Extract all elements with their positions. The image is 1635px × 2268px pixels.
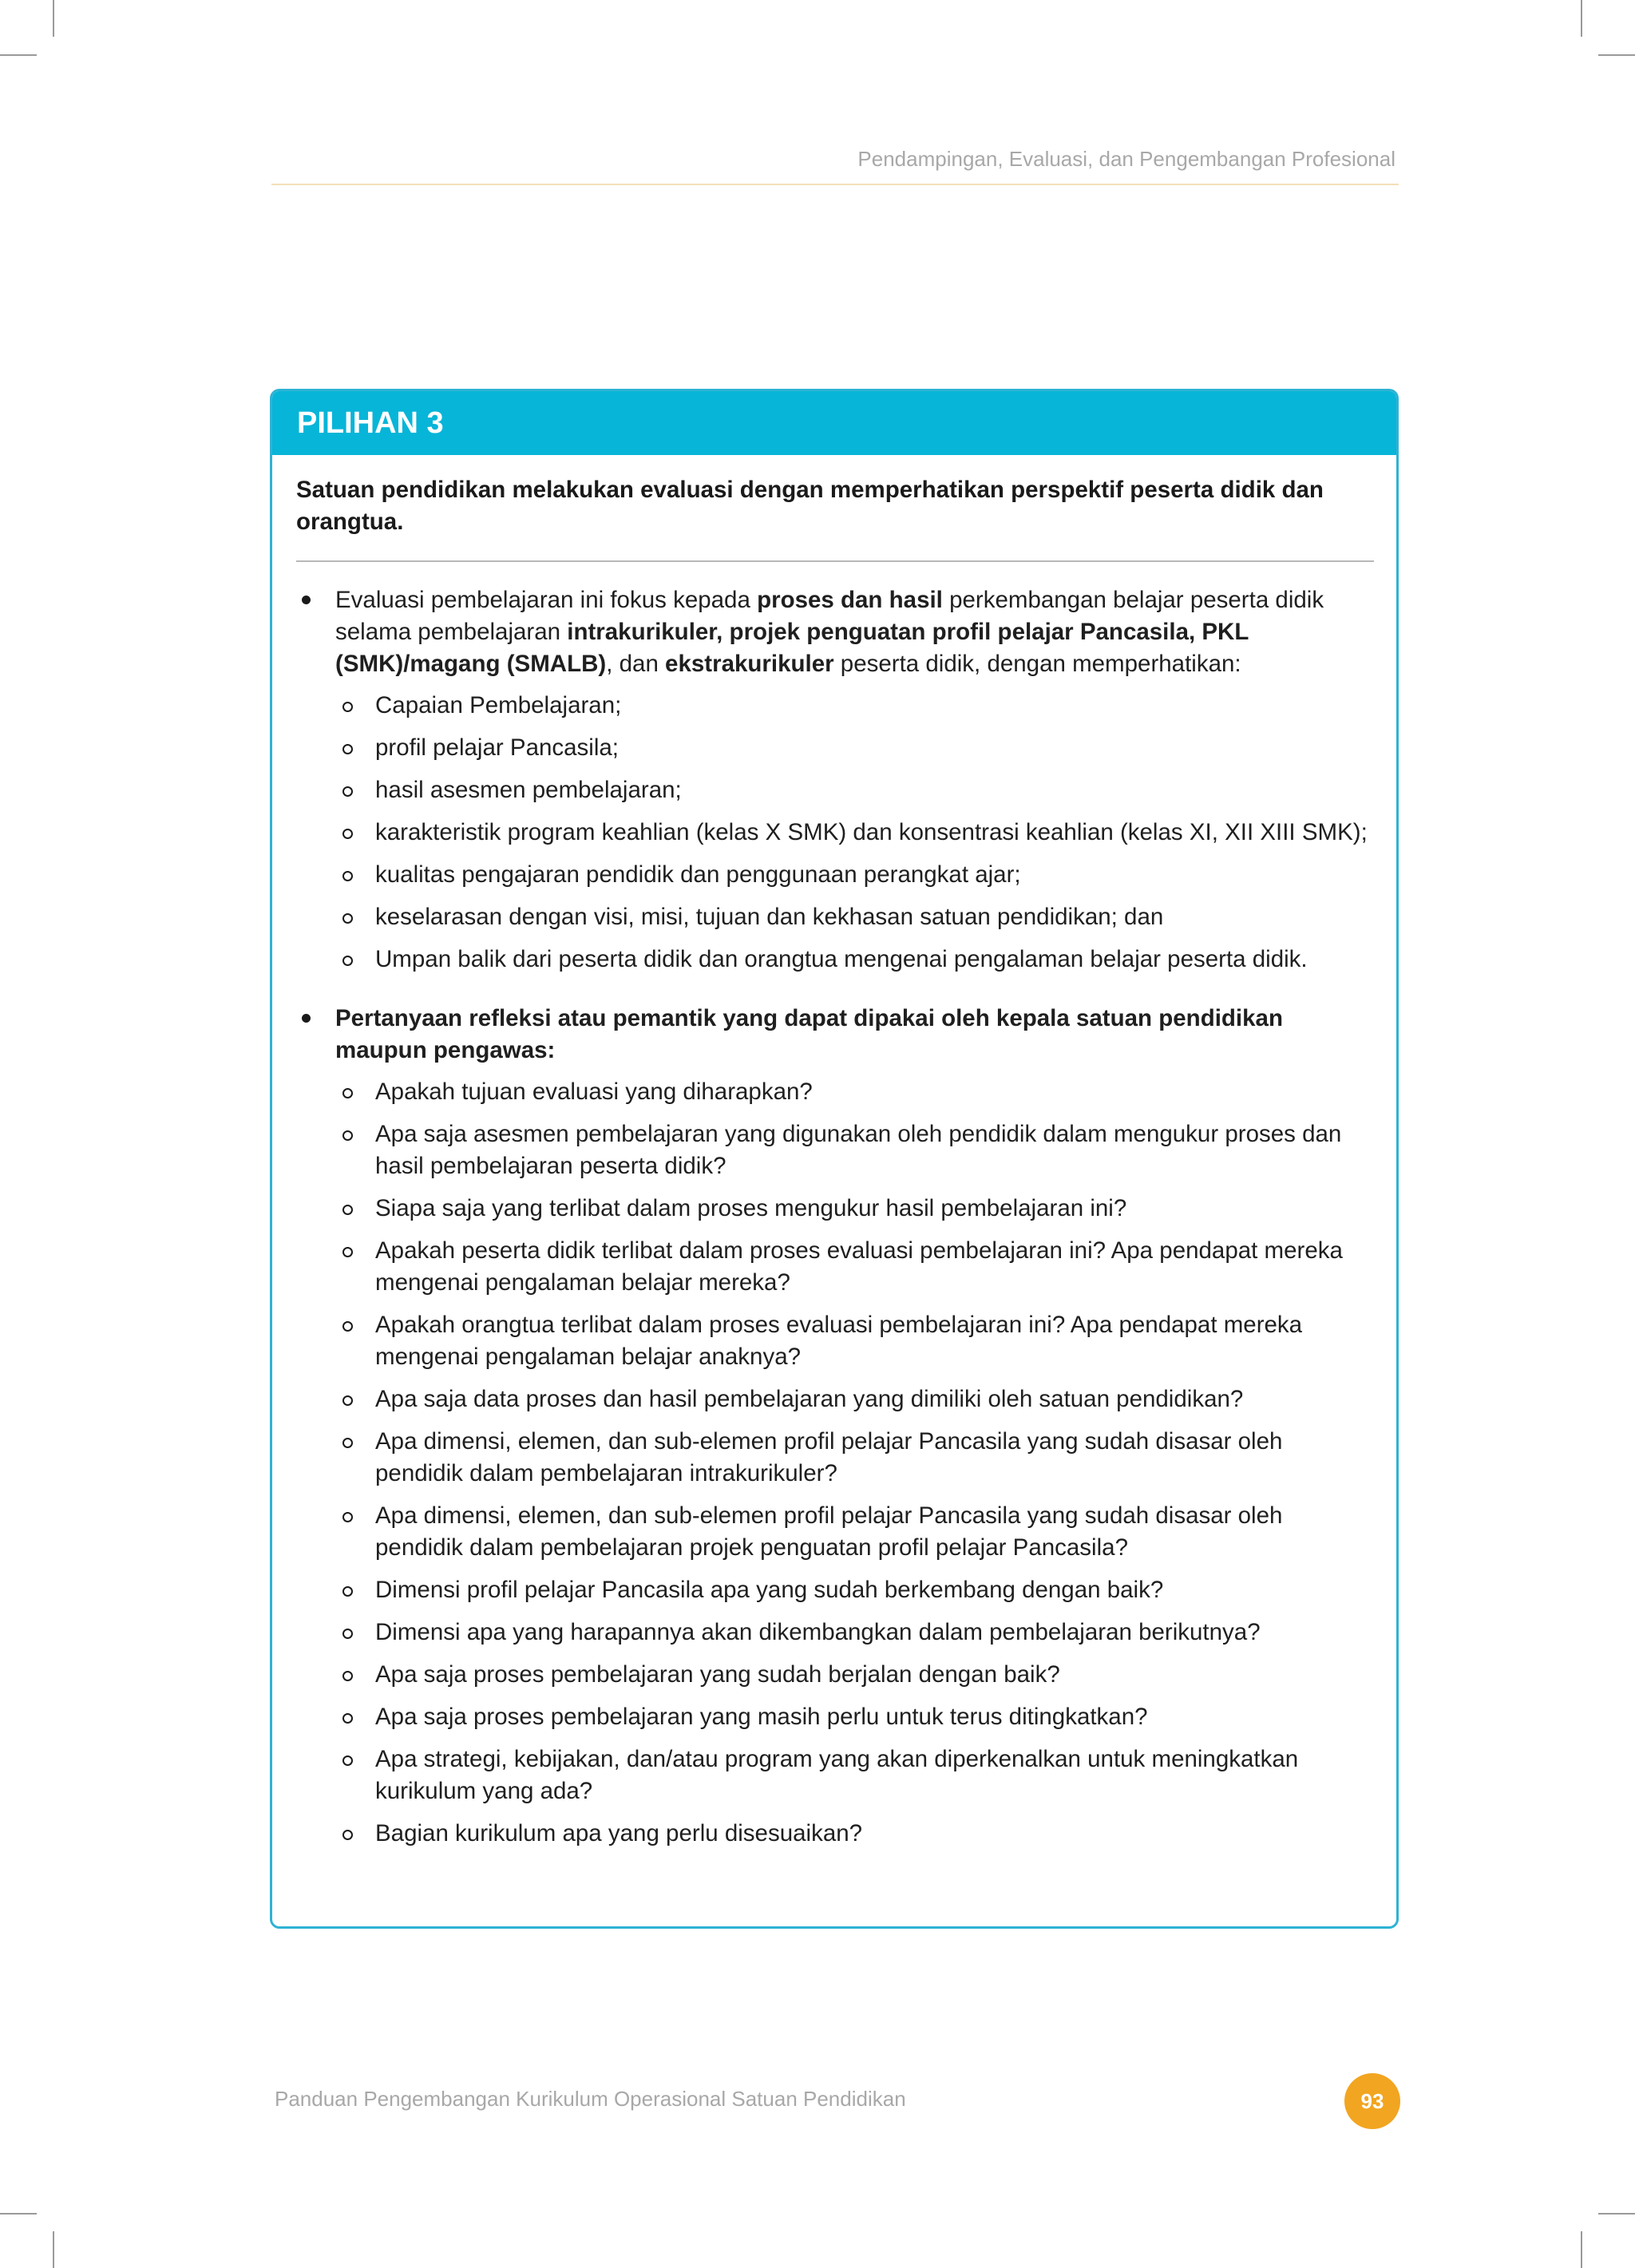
list-item: Dimensi apa yang harapannya akan dikembangkan dalam pembelajaran berikutnya?	[375, 1617, 1372, 1649]
list-item: Bagian kurikulum apa yang perlu disesuaikan?	[375, 1818, 1372, 1850]
bullet-text: peserta didik, dengan memperhatikan:	[833, 651, 1241, 677]
bullet-text: Evaluasi pembelajaran ini fokus kepada	[335, 587, 758, 613]
list-item: Apa dimensi, elemen, dan sub-elemen profil pelajar Pancasila yang sudah disasar oleh pendidik dalam pembelajaran projek penguatan profil pelajar Pancasila?	[375, 1500, 1372, 1564]
list-item: Apa dimensi, elemen, dan sub-elemen profil pelajar Pancasila yang sudah disasar oleh pendidik dalam pembelajaran intrakurikuler?	[375, 1426, 1372, 1490]
list-item: Apakah tujuan evaluasi yang diharapkan?	[375, 1076, 1372, 1108]
page-number-badge: 93	[1344, 2073, 1400, 2129]
box-intro: Satuan pendidikan melakukan evaluasi dengan memperhatikan perspektif peserta didik dan orangtua.	[296, 477, 1324, 535]
bullet-emphasis: proses dan hasil	[757, 587, 943, 613]
crop-mark	[1598, 54, 1635, 56]
list-item: Capaian Pembelajaran;	[375, 690, 1372, 722]
list-item: Apa saja proses pembelajaran yang sudah berjalan dengan baik?	[375, 1659, 1372, 1691]
box-title: PILIHAN 3	[272, 391, 1396, 455]
crop-mark	[1581, 2231, 1582, 2268]
list-item: karakteristik program keahlian (kelas X SMK) dan konsentrasi keahlian (kelas XI, XII XIII SMK);	[375, 817, 1372, 849]
list-item: Apakah peserta didik terlibat dalam proses evaluasi pembelajaran ini? Apa pendapat mereka mengenai pengalaman belajar mereka?	[375, 1235, 1372, 1299]
bullet-text: , dan	[606, 651, 666, 677]
list-item: keselarasan dengan visi, misi, tujuan dan kekhasan satuan pendidikan; dan	[375, 901, 1372, 933]
crop-mark	[0, 2213, 37, 2215]
option-box	[270, 389, 1399, 1929]
bullet-text: perkembangan belajar peserta didik selama pembelajaran	[335, 587, 1324, 645]
crop-mark	[53, 0, 54, 37]
running-header: Pendampingan, Evaluasi, dan Pengembangan Profesional	[857, 147, 1395, 171]
bullet-emphasis: intrakurikuler, projek penguatan profil pelajar Pancasila, PKL (SMK)/magang (SMALB)	[335, 619, 1249, 677]
list-item: hasil asesmen pembelajaran;	[375, 774, 1372, 806]
bullet-reflection-questions	[335, 1003, 1372, 1850]
crop-mark	[1598, 2213, 1635, 2215]
bullet-list	[272, 584, 1396, 1850]
divider	[296, 560, 1374, 562]
crop-mark	[0, 54, 37, 56]
list-item: Umpan balik dari peserta didik dan orangtua mengenai pengalaman belajar peserta didik.	[375, 944, 1372, 976]
bullet-evaluation-focus	[335, 584, 1372, 976]
header-rule	[271, 184, 1399, 185]
list-item: profil pelajar Pancasila;	[375, 732, 1372, 764]
list-item: Apa saja data proses dan hasil pembelajaran yang dimiliki oleh satuan pendidikan?	[375, 1383, 1372, 1415]
list-item: Apa strategi, kebijakan, dan/atau program yang akan diperkenalkan untuk meningkatkan kurikulum yang ada?	[375, 1744, 1372, 1807]
bullet-heading: Pertanyaan refleksi atau pemantik yang dapat dipakai oleh kepala satuan pendidikan maupun pengawas:	[335, 1005, 1283, 1063]
list-item: Apakah orangtua terlibat dalam proses evaluasi pembelajaran ini? Apa pendapat mereka mengenai pengalaman belajar anaknya?	[375, 1309, 1372, 1373]
sub-list	[335, 690, 1372, 976]
list-item: kualitas pengajaran pendidik dan penggunaan perangkat ajar;	[375, 859, 1372, 891]
crop-mark	[1581, 0, 1582, 37]
list-item: Apa saja proses pembelajaran yang masih perlu untuk terus ditingkatkan?	[375, 1701, 1372, 1733]
footer-book-title: Panduan Pengembangan Kurikulum Operasional Satuan Pendidikan	[275, 2087, 906, 2111]
list-item: Siapa saja yang terlibat dalam proses mengukur hasil pembelajaran ini?	[375, 1193, 1372, 1225]
sub-list	[335, 1076, 1372, 1850]
list-item: Apa saja asesmen pembelajaran yang digunakan oleh pendidik dalam mengukur proses dan hasil pembelajaran peserta didik?	[375, 1118, 1372, 1182]
crop-mark	[53, 2231, 54, 2268]
bullet-emphasis: ekstrakurikuler	[665, 651, 834, 677]
list-item: Dimensi profil pelajar Pancasila apa yang sudah berkembang dengan baik?	[375, 1574, 1372, 1606]
